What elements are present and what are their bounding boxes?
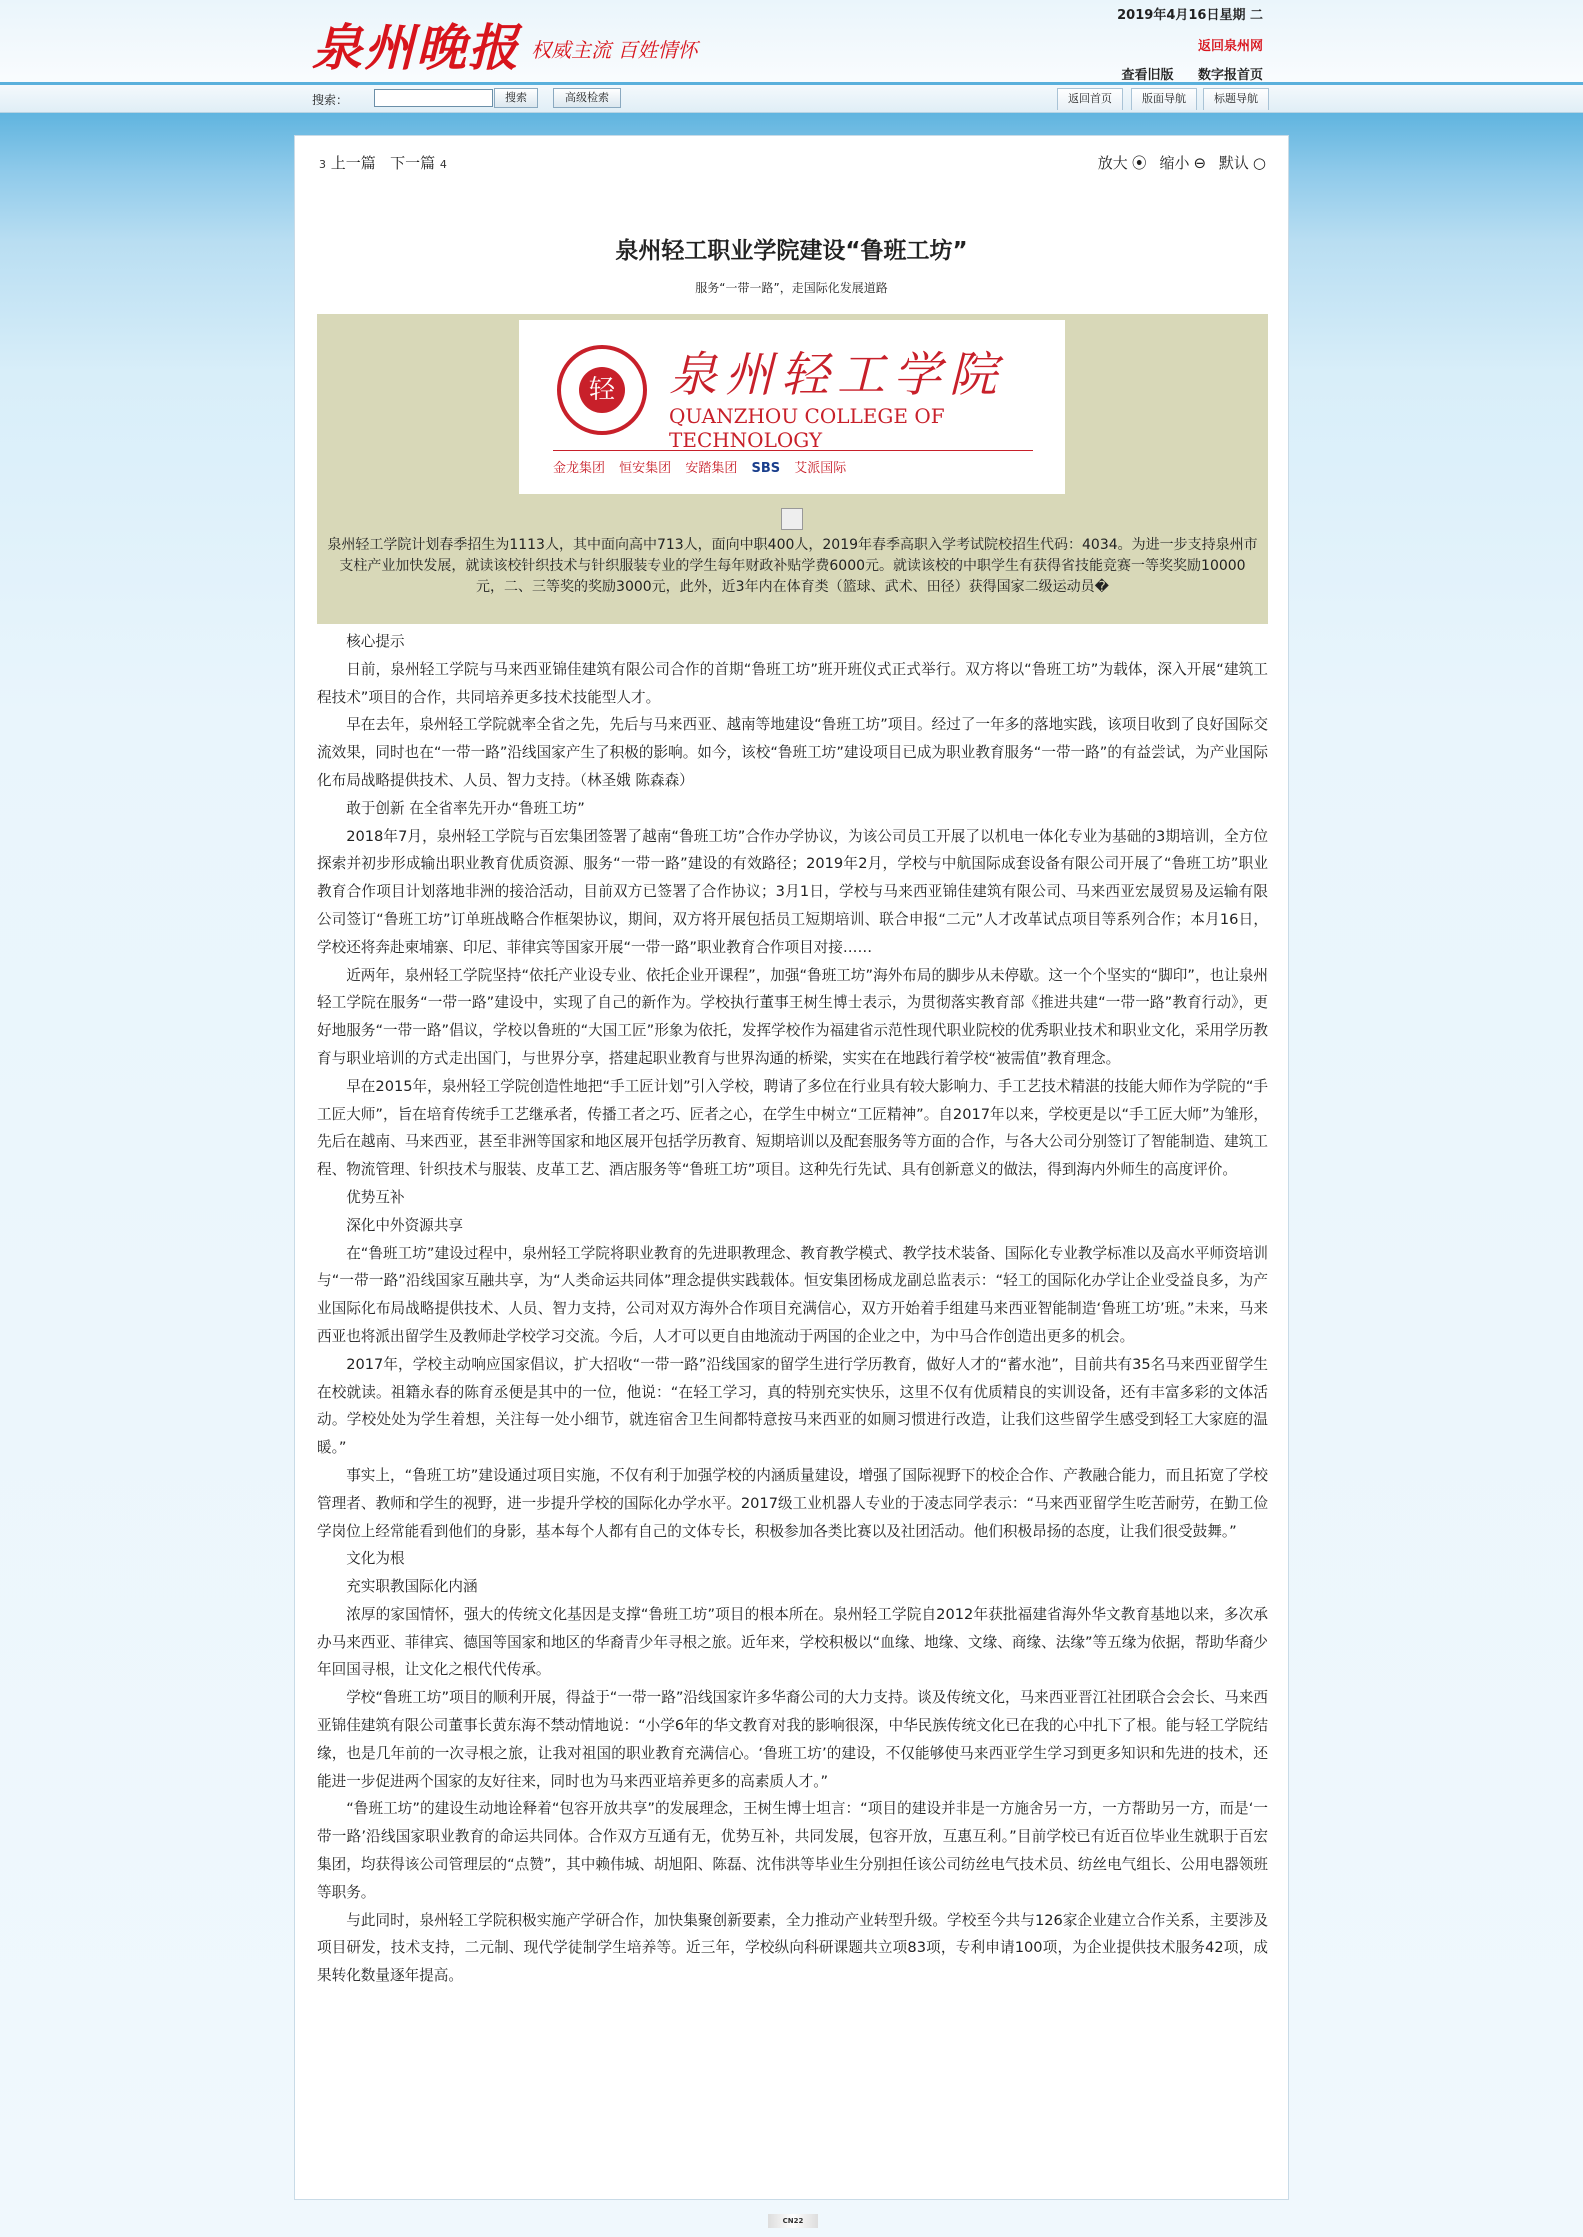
- article-paragraph: 早在2015年，泉州轻工学院创造性地把“手工匠计划”引入学校，聘请了多位在行业具有较大影响力、手工艺技术精湛的技能大师作为学院的“手工匠大师”，旨在培育传统手工艺继承者，传播工者之巧、匠者之心，在学生中树立“工匠精神”。自2017年以来，学校更是以“手工匠大师”为雏形，先后在越南、马来西亚，甚至非洲等国家和地区展开包括学历教育、短期培训以及配套服务等方面的合作，与各大公司分别签订了智能制造、建筑工程、物流管理、针织技术与服装、皮革工艺、酒店服务等“鲁班工坊”项目。这种先行先试、具有创新意义的做法，得到海内外师生的高度评价。: [317, 1077, 1268, 1179]
- search-input[interactable]: [374, 89, 493, 107]
- article-paragraph: 充实职教国际化内涵: [346, 1578, 478, 1596]
- article-paragraph: “鲁班工坊”的建设生动地诠释着“包容开放共享”的发展理念，王树生博士坦言：“项目的建设并非是一方施舍另一方，一方帮助另一方，而是‘一带一路’沿线国家职业教育的命运共同体。合作双方互通有无，优势互补，共同发展，包容开放，互惠互利。”目前学校已有近百位毕业生就职于百宏集团，均获得该公司管理层的“点赞”，其中赖伟城、胡旭阳、陈磊、沈伟洪等毕业生分别担任该公司纺丝电气技术员、纺丝电气组长、公用电器领班等职务。: [317, 1800, 1268, 1901]
- zoom-in-button[interactable]: [1094, 154, 1147, 172]
- zoom-controls: [1090, 152, 1266, 173]
- article-paragraph: 2017年，学校主动响应国家倡议，扩大招收“一带一路”沿线国家的留学生进行学历教育，做好人才的“蓄水池”，目前共有35名马来西亚留学生在校就读。祖籍永春的陈育丞便是其中的一位，他说：“在轻工学习，真的特别充实快乐，这里不仅有优质精良的实训设备，还有丰富多彩的文体活动。学校处处为学生着想，关注每一处小细节，就连宿舍卫生间都特意按马来西亚的如厕习惯进行改造，让我们这些留学生感受到轻工大家庭的温暖。”: [317, 1355, 1268, 1457]
- article-pager: [319, 152, 447, 173]
- newspaper-logo[interactable]: [312, 8, 697, 80]
- college-name-cn: 泉州轻工学院: [669, 347, 1006, 403]
- footer-badge: CN22: [768, 2214, 818, 2228]
- article-paragraph: 敢于创新 在全省率先开办“鲁班工坊”: [346, 799, 585, 817]
- search-bar: [0, 85, 1583, 113]
- article-paragraph: 日前，泉州轻工学院与马来西亚锦佳建筑有限公司合作的首期“鲁班工坊”班开班仪式正式举行。双方将以“鲁班工坊”为载体，深入开展“建筑工程技术”项目的合作，共同培养更多技术技能型人才。: [317, 660, 1268, 706]
- article-paragraph: 优势互补: [346, 1188, 405, 1206]
- article-image-panel: [317, 314, 1268, 624]
- zoom-default-label: 默认: [1218, 154, 1249, 172]
- article-paragraph: 事实上，“鲁班工坊”建设通过项目实施，不仅有利于加强学校的内涵质量建设，增强了国际视野下的校企合作、产教融合能力，而且拓宽了学校管理者、教师和学生的视野，进一步提升学校的国际化办学水平。2017级工业机器人专业的于凌志同学表示：“马来西亚留学生吃苦耐劳，在勤工俭学岗位上经常能看到他们的身影，基本每个人都有自己的文体专长，积极参加各类比赛以及社团活动。他们积极昂扬的态度，让我们很受鼓舞。”: [317, 1466, 1268, 1540]
- advanced-search-button[interactable]: 高级检索: [553, 88, 621, 108]
- article-title: 泉州轻工职业学院建设“鲁班工坊”: [615, 238, 968, 264]
- prev-article-link[interactable]: 上一篇: [330, 154, 376, 172]
- zoom-default-button[interactable]: [1215, 154, 1266, 172]
- tab-page-nav[interactable]: 版面导航: [1131, 88, 1197, 110]
- college-name-en: QUANZHOU COLLEGE OF TECHNOLOGY: [669, 404, 945, 452]
- article-container: [294, 135, 1289, 2200]
- zoom-default-icon: ○: [1252, 154, 1266, 172]
- zoom-out-icon: ⊖: [1193, 154, 1207, 172]
- search-button[interactable]: 搜索: [494, 88, 538, 108]
- sponsor-1: 金龙集团: [553, 461, 606, 476]
- header-right: [1101, 4, 1263, 83]
- back-to-site-link[interactable]: 返回泉州网: [1197, 39, 1263, 54]
- zoom-in-icon: ⦿: [1131, 154, 1147, 172]
- site-header: [0, 0, 1583, 82]
- article-paragraph: 早在去年，泉州轻工学院就率全省之先，先后与马来西亚、越南等地建设“鲁班工坊”项目。经过了一年多的落地实践，该项目收到了良好国际交流效果，同时也在“一带一路”沿线国家产生了积极的影响。如今，该校“鲁班工坊”建设项目已成为职业教育服务“一带一路”的有益尝试，为产业国际化布局战略提供技术、人员、智力支持。（林圣娥 陈森森）: [317, 716, 1268, 789]
- next-arrow-icon: 4: [439, 158, 447, 171]
- article-paragraph: 在“鲁班工坊”建设过程中，泉州轻工学院将职业教育的先进职教理念、教育教学模式、教学技术装备、国际化专业教学标准以及高水平师资培训与“一带一路”沿线国家互融共享，为“人类命运共同体”理念提供实践载体。恒安集团杨成龙副总监表示：“轻工的国际化办学让企业受益良多，为产业国际化布局战略提供技术、人员、智力支持，公司对双方海外合作项目充满信心，双方开始着手组建马来西亚智能制造‘鲁班工坊’班。”未来，马来西亚也将派出留学生及教师赴学校学习交流。今后，人才可以更自由地流动于两国的企业之中，为中马合作创造出更多的机会。: [317, 1244, 1268, 1345]
- article-paragraph: 浓厚的家国情怀，强大的传统文化基因是支撑“鲁班工坊”项目的根本所在。泉州轻工学院自2012年获批福建省海外华文教育基地以来，多次承办马来西亚、菲律宾、德国等国家和地区的华裔青少年寻根之旅。近年来，学校积极以“血缘、地缘、文缘、商缘、法缘”等五缘为依据，帮助华裔少年回国寻根，让文化之根代代传承。: [317, 1605, 1268, 1679]
- logo-text: 泉州晚报: [312, 18, 520, 77]
- digital-home-link[interactable]: 数字报首页: [1197, 68, 1263, 83]
- sponsor-5: 艾派国际: [794, 461, 847, 476]
- article-subtitle: 服务“一带一路”，走国际化发展道路: [695, 281, 888, 295]
- sponsor-3: 安踏集团: [685, 461, 738, 476]
- seal-char: 轻: [579, 367, 625, 413]
- zoom-in-label: 放大: [1097, 154, 1128, 172]
- sponsor-2: 恒安集团: [619, 461, 672, 476]
- article-paragraph: 2018年7月，泉州轻工学院与百宏集团签署了越南“鲁班工坊”合作办学协议，为该公司员工开展了以机电一体化专业为基础的3期培训，全方位探索并初步形成输出职业教育优质资源、服务“一带一路”建设的有效路径；2019年2月，学校与中航国际成套设备有限公司开展了“鲁班工坊”职业教育合作项目计划落地非洲的接洽活动，目前双方已签署了合作协议；3月1日，学校与马来西亚锦佳建筑有限公司、马来西亚宏晟贸易及运输有限公司签订“鲁班工坊”订单班战略合作框架协议，期间，双方将开展包括员工短期培训、联合申报“二元”人才改革试点项目等系列合作；本月16日，学校还将奔赴柬埔寨、印尼、菲律宾等国家开展“一带一路”职业教育合作项目对接……: [317, 827, 1268, 956]
- sponsor-4: SBS: [751, 461, 781, 476]
- next-article-link[interactable]: 下一篇: [390, 154, 436, 172]
- prev-arrow-icon: 3: [319, 158, 326, 171]
- search-label: 搜索：: [312, 93, 349, 107]
- article-paragraph: 文化为根: [346, 1550, 405, 1568]
- sponsor-logos: [553, 450, 1033, 476]
- article-paragraph: 学校“鲁班工坊”项目的顺利开展，得益于“一带一路”沿线国家许多华裔公司的大力支持。谈及传统文化，马来西亚晋江社团联合会会长、马来西亚锦佳建筑有限公司董事长黄东海不禁动情地说：“小学6年的华文教育对我的影响很深，中华民族传统文化已在我的心中扎下了根。能与轻工学院结缘，也是几年前的一次寻根之旅，让我对祖国的职业教育充满信心。‘鲁班工坊’的建设，不仅能够使马来西亚学生学习到更多知识和先进的技术，还能进一步促进两个国家的友好往来，同时也为马来西亚培养更多的高素质人才。”: [317, 1689, 1268, 1790]
- college-logo-image: [519, 320, 1065, 494]
- broken-image-icon: [781, 508, 803, 530]
- article-paragraph: 近两年，泉州轻工学院坚持“依托产业设专业、依托企业开课程”，加强“鲁班工坊”海外布局的脚步从未停歇。这一个个坚实的“脚印”，也让泉州轻工学院在服务“一带一路”建设中，实现了自己的新作为。学校执行董事王树生博士表示，为贯彻落实教育部《推进共建“一带一路”教育行动》，更好地服务“一带一路”倡议，学校以鲁班的“大国工匠”形象为依托，发挥学校作为福建省示范性现代职业院校的优秀职业技术和职业文化，采用学历教育与职业培训的方式走出国门，与世界分享，搭建起职业教育与世界沟通的桥梁，实实在在地践行着学校“被需值”教育理念。: [317, 966, 1268, 1067]
- zoom-out-label: 缩小: [1159, 154, 1190, 172]
- image-caption: 泉州轻工学院计划春季招生为1113人，其中面向高中713人，面向中职400人，2019年春季高职入学考试院校招生代码：4034。为进一步支持泉州市支柱产业加快发展，就读该校针织技术与针织服装专业的学生每年财政补贴学费6000元。就读该校的中职学生有获得省技能竞赛一等奖奖励10000元，二、三等奖的奖励3000元，此外，近3年内在体育类（篮球、武术、田径）获得国家二级运动员�: [327, 537, 1258, 595]
- college-seal-icon: [557, 345, 647, 435]
- article-body: [317, 628, 1268, 1990]
- old-issues-link[interactable]: 查看旧版: [1121, 68, 1174, 83]
- article-paragraph: 核心提示: [346, 633, 405, 650]
- zoom-out-button[interactable]: [1156, 154, 1207, 172]
- article-paragraph: 深化中外资源共享: [346, 1216, 463, 1234]
- header-links: [1101, 64, 1263, 83]
- logo-slogan: 权威主流 百姓情怀: [531, 38, 698, 62]
- tab-title-nav[interactable]: 标题导航: [1203, 88, 1269, 110]
- article-paragraph: 与此同时，泉州轻工学院积极实施产学研合作，加快集聚创新要素，全力推动产业转型升级。学校至今共与126家企业建立合作关系，主要涉及项目研发，技术支持，二元制、现代学徒制学生培养等。近三年，学校纵向科研课题共立项83项，专利申请100项，为企业提供技术服务42项，成果转化数量逐年提高。: [317, 1911, 1268, 1985]
- issue-date: 2019年4月16日星期 二: [1117, 8, 1263, 23]
- tab-home[interactable]: 返回首页: [1057, 88, 1123, 110]
